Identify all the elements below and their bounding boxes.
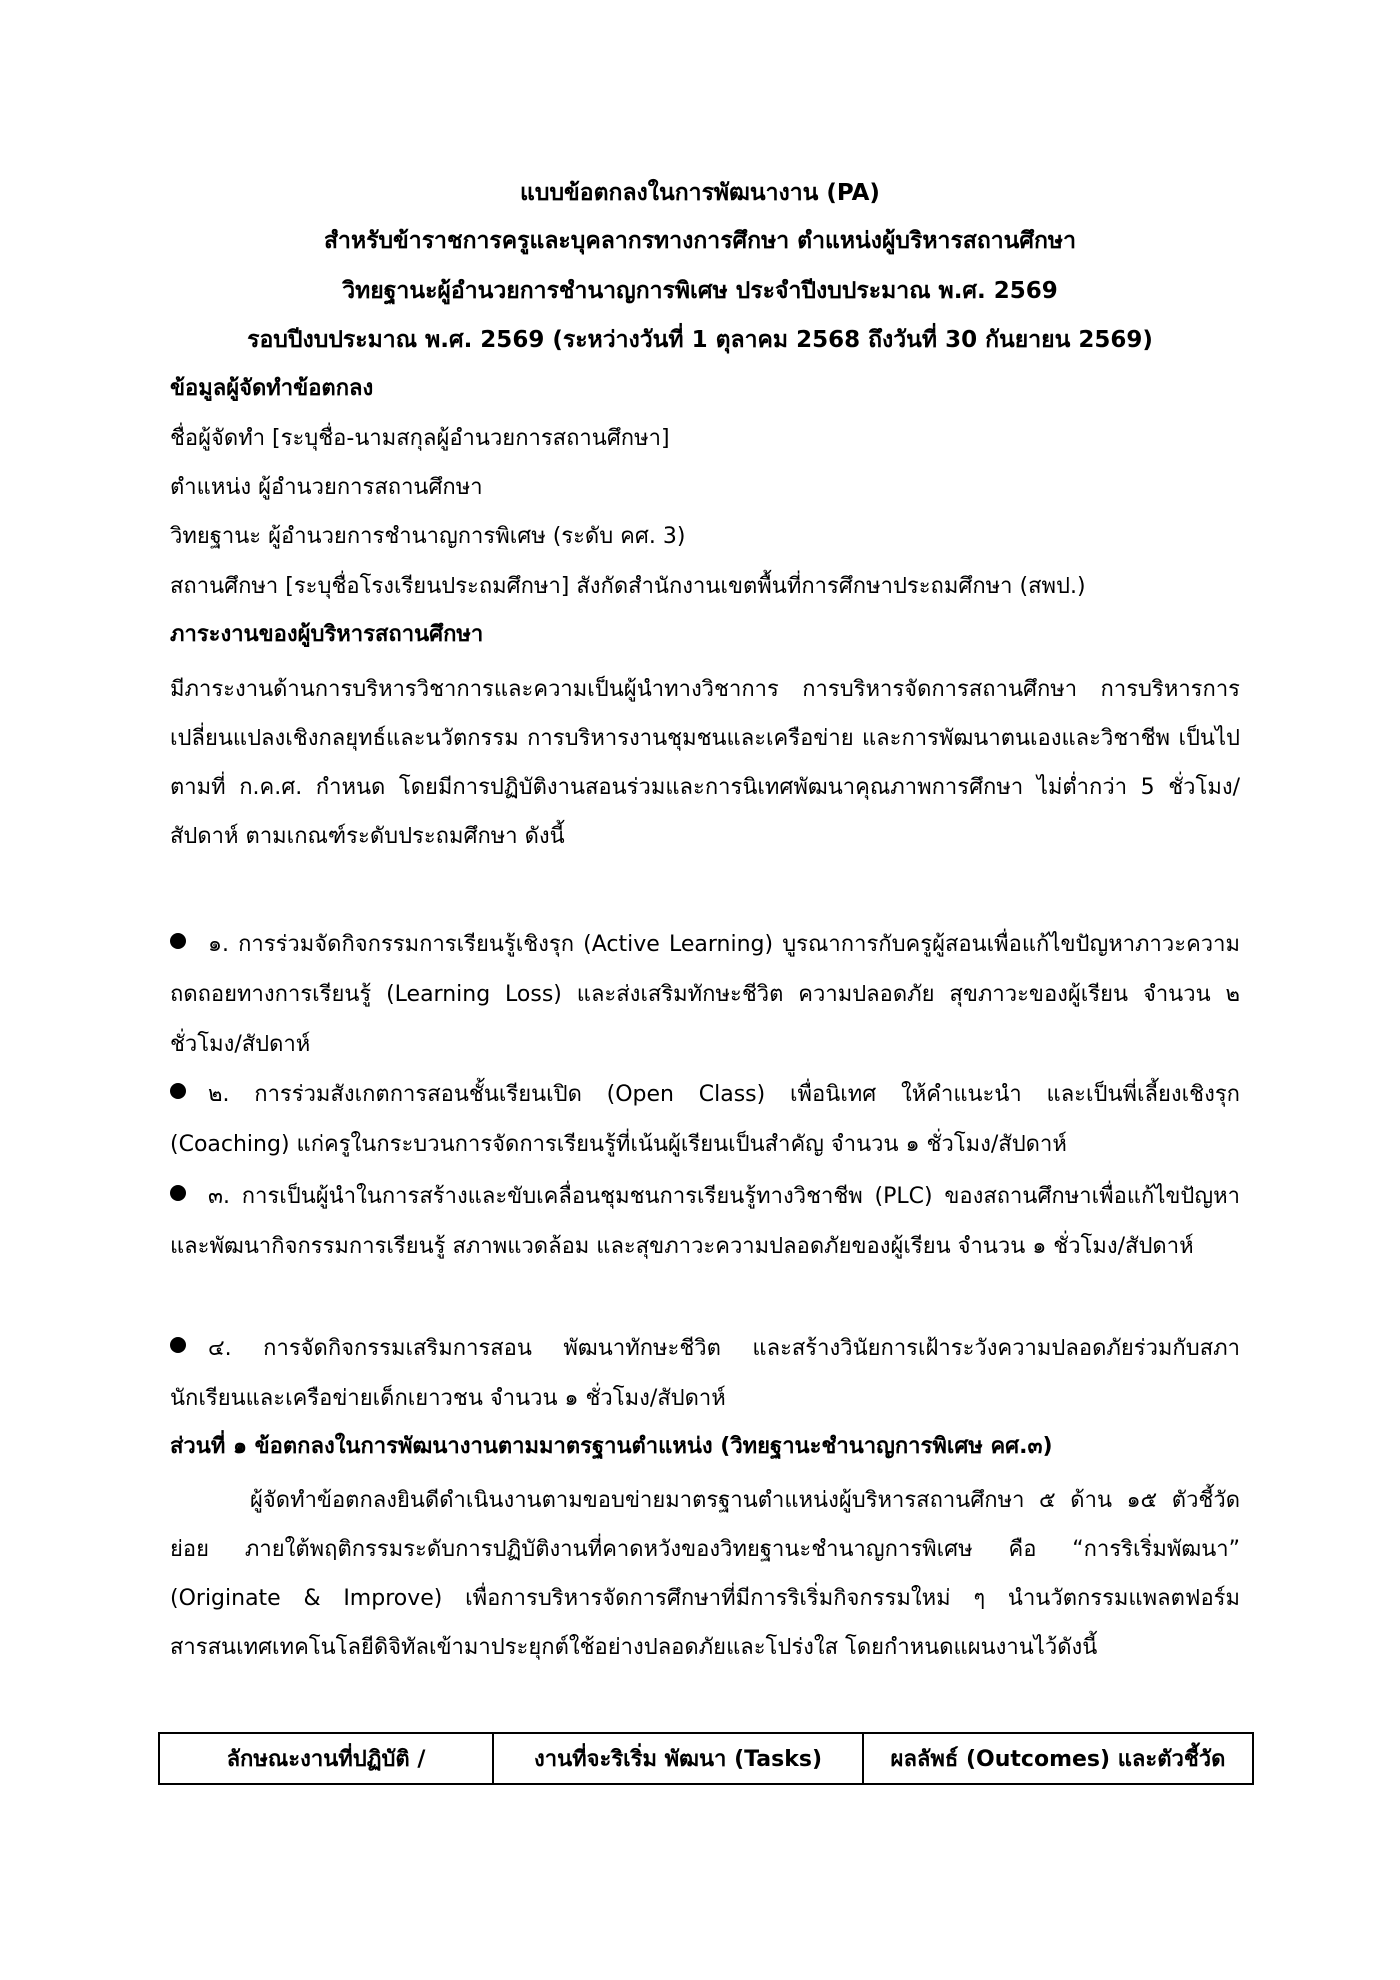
pa-table (158, 1732, 1254, 1785)
info-position: ตำแหน่ง ผู้อำนวยการสถานศึกษา (170, 475, 483, 500)
doc-subtitle-3: รอบปีงบประมาณ พ.ศ. 2569 (ระหว่างวันที่ 1 ตุลาคม 2568 ถึงวันที่ 30 กันยายน 2569) (247, 327, 1153, 353)
info-rank: วิทยฐานะ ผู้อำนวยการชำนาญการพิเศษ (ระดับ คศ. 3) (170, 524, 686, 549)
part1-heading: ส่วนที่ ๑ ข้อตกลงในการพัฒนางานตามมาตรฐานตำแหน่ง (วิทยฐานะชำนาญการพิเศษ คศ.๓) (170, 1434, 1053, 1459)
bullet-dot-icon (170, 1337, 186, 1353)
table-header-cell: ลักษณะงานที่ปฏิบัติ / (159, 1733, 493, 1784)
info-heading: ข้อมูลผู้จัดทำข้อตกลง (170, 376, 374, 401)
part1-paragraph (170, 1476, 1240, 1672)
list-item (170, 1324, 1240, 1424)
bullet-dot-icon (170, 1185, 186, 1201)
workload-heading: ภาระงานของผู้บริหารสถานศึกษา (170, 622, 484, 647)
part1-paragraph-text: ผู้จัดทำข้อตกลงยินดีดำเนินงานตามขอบข่ายมาตรฐานตำแหน่งผู้บริหารสถานศึกษา ๕ ด้าน ๑๕ ตัวชี้วัดย่อย ภายใต้พฤติกรรมระดับการปฏิบัติงานที่คาดหวังของวิทยฐานะชำนาญการพิเศษ คือ “การริเริ่มพัฒนา” (Originate & Improve) เพื่อการบริหารจัดการศึกษาที่มีการริเริ่มกิจกรรมใหม่ ๆ นำนวัตกรรมแพลตฟอร์มสารสนเทศเทคโนโลยีดิจิทัลเข้ามาประยุกต์ใช้อย่างปลอดภัยและโปร่งใส โดยกำหนดแผนงานไว้ดังนี้ (170, 1488, 1240, 1660)
bullet-dot-icon (170, 1083, 186, 1099)
list-item-text: ๑. การร่วมจัดกิจกรรมการเรียนรู้เชิงรุก (Active Learning) บูรณาการกับครูผู้สอนเพื่อแก้ไขปัญหาภาวะความถดถอยทางการเรียนรู้ (Learning Loss) และส่งเสริมทักษะชีวิต ความปลอดภัย สุขภาวะของผู้เรียน จำนวน ๒ ชั่วโมง/สัปดาห์ (170, 932, 1240, 1057)
doc-subtitle-1: สำหรับข้าราชการครูและบุคลากรทางการศึกษา ตำแหน่งผู้บริหารสถานศึกษา (323, 228, 1077, 254)
info-school: สถานศึกษา [ระบุชื่อโรงเรียนประถมศึกษา] สังกัดสำนักงานเขตพื้นที่การศึกษาประถมศึกษา (สพป.) (170, 574, 1086, 599)
doc-subtitle-2: วิทยฐานะผู้อำนวยการชำนาญการพิเศษ ประจำปีงบประมาณ พ.ศ. 2569 (342, 278, 1058, 304)
info-name: ชื่อผู้จัดทำ [ระบุชื่อ-นามสกุลผู้อำนวยการสถานศึกษา] (170, 426, 670, 451)
list-item-text: ๔. การจัดกิจกรรมเสริมการสอน พัฒนาทักษะชีวิต และสร้างวินัยการเฝ้าระวังความปลอดภัยร่วมกับสภานักเรียนและเครือข่ายเด็กเยาวชน จำนวน ๑ ชั่วโมง/สัปดาห์ (170, 1336, 1240, 1411)
list-item (170, 1070, 1240, 1170)
doc-title: แบบข้อตกลงในการพัฒนางาน (PA) (520, 180, 880, 206)
table-header-cell: ผลลัพธ์ (Outcomes) และตัวชี้วัด (863, 1733, 1253, 1784)
workload-paragraph: มีภาระงานด้านการบริหารวิชาการและความเป็นผู้นำทางวิชาการ การบริหารจัดการสถานศึกษา การบริหารการเปลี่ยนแปลงเชิงกลยุทธ์และนวัตกรรม การบริหารงานชุมชนและเครือข่าย และการพัฒนาตนเองและวิชาชีพ เป็นไปตามที่ ก.ค.ศ. กำหนด โดยมีการปฏิบัติงานสอนร่วมและการนิเทศพัฒนาคุณภาพการศึกษา ไม่ต่ำกว่า 5 ชั่วโมง/สัปดาห์ ตามเกณฑ์ระดับประถมศึกษา ดังนี้ (170, 677, 1240, 849)
bullet-dot-icon (170, 933, 186, 949)
list-item (170, 920, 1240, 1070)
list-item-text: ๒. การร่วมสังเกตการสอนชั้นเรียนเปิด (Open Class) เพื่อนิเทศ ให้คำแนะนำ และเป็นพี่เลี้ยงเชิงรุก (Coaching) แก่ครูในกระบวนการจัดการเรียนรู้ที่เน้นผู้เรียนเป็นสำคัญ จำนวน ๑ ชั่วโมง/สัปดาห์ (170, 1082, 1240, 1157)
table-header-cell: งานที่จะริเริ่ม พัฒนา (Tasks) (493, 1733, 863, 1784)
table-header-row (159, 1733, 1253, 1784)
list-item (170, 1172, 1240, 1272)
list-item-text: ๓. การเป็นผู้นำในการสร้างและขับเคลื่อนชุมชนการเรียนรู้ทางวิชาชีพ (PLC) ของสถานศึกษาเพื่อแก้ไขปัญหาและพัฒนากิจกรรมการเรียนรู้ สภาพแวดล้อม และสุขภาวะความปลอดภัยของผู้เรียน จำนวน ๑ ชั่วโมง/สัปดาห์ (170, 1184, 1240, 1259)
